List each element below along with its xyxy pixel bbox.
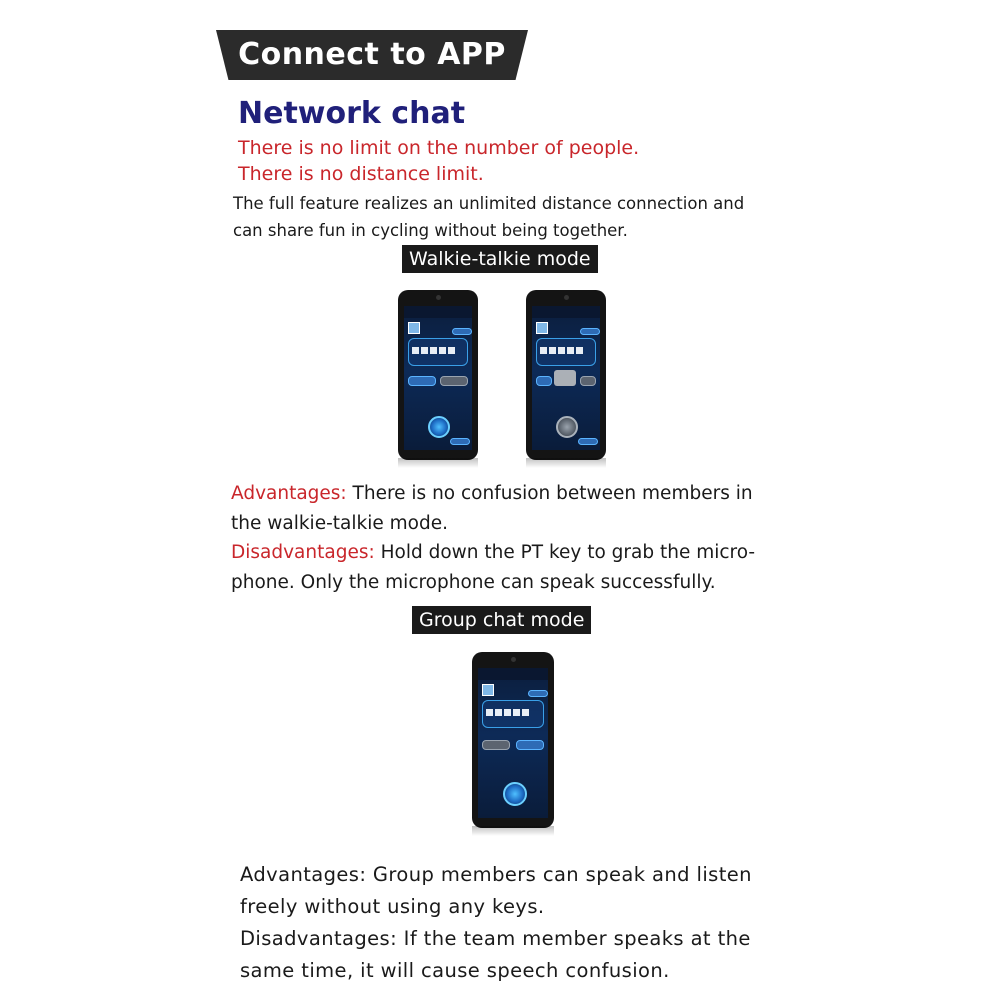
- app-mini-button: [528, 690, 548, 697]
- members-panel: [408, 338, 468, 366]
- advantages-label: Advantages:: [231, 483, 347, 504]
- phone-shadow: [472, 826, 554, 836]
- phone-group-chat-image: [472, 652, 554, 828]
- app-mini-button: [450, 438, 470, 445]
- group-disadvantages-line-2: same time, it will cause speech confusion.: [240, 959, 670, 982]
- app-mini-button: [452, 328, 472, 335]
- limit-people-text: There is no limit on the number of people.: [238, 137, 640, 159]
- camera-icon: [511, 657, 516, 662]
- group-chat-mode-label: Group chat mode: [412, 606, 591, 634]
- phone-shadow: [526, 458, 606, 468]
- app-mode-button: [536, 376, 552, 386]
- disadvantages-text: Hold down the PT key to grab the micro-: [374, 542, 756, 563]
- walkie-talkie-mode-label: Walkie-talkie mode: [402, 245, 598, 273]
- description-line: The full feature realizes an unlimited distance connection and: [233, 194, 745, 213]
- description-line: can share fun in cycling without being together.: [233, 221, 628, 240]
- limit-distance-text: There is no distance limit.: [238, 163, 484, 185]
- phone-walkie-idle-image: [398, 290, 478, 460]
- group-advantages-line-2: freely without using any keys.: [240, 895, 545, 918]
- app-mini-button: [578, 438, 598, 445]
- app-mode-button-alt: [482, 740, 510, 750]
- phone-screen: [532, 306, 600, 450]
- member-avatar-icon: [482, 684, 494, 696]
- group-disadvantages-line: Disadvantages: If the team member speaks at the: [240, 927, 751, 950]
- advantages-line-2: the walkie-talkie mode.: [231, 512, 448, 534]
- advantages-text: There is no confusion between members in: [346, 483, 753, 504]
- app-mini-button: [580, 328, 600, 335]
- app-header-bar: [404, 306, 472, 318]
- network-description: [233, 190, 793, 244]
- disadvantages-line: [231, 538, 755, 568]
- camera-icon: [436, 295, 441, 300]
- app-mode-button: [516, 740, 544, 750]
- group-advantages-line: Advantages: Group members can speak and listen: [240, 863, 752, 886]
- microphone-popup-icon: [554, 370, 576, 386]
- app-mode-button: [408, 376, 436, 386]
- members-panel: [536, 338, 596, 366]
- member-avatar-icon: [408, 322, 420, 334]
- disadvantages-line-2: phone. Only the microphone can speak successfully.: [231, 571, 716, 593]
- talk-button-pressed-icon: [556, 416, 578, 438]
- app-header-bar: [532, 306, 600, 318]
- page-title: Connect to APP: [238, 37, 506, 72]
- talk-button-icon: [428, 416, 450, 438]
- app-mode-button-alt: [580, 376, 596, 386]
- talk-button-icon: [503, 782, 527, 806]
- member-thumbnails: [540, 347, 583, 354]
- member-thumbnails: [412, 347, 455, 354]
- disadvantages-label: Disadvantages:: [231, 542, 375, 563]
- camera-icon: [564, 295, 569, 300]
- walkie-advantages: [231, 479, 755, 597]
- phone-walkie-talking-image: [526, 290, 606, 460]
- phone-screen: [478, 668, 548, 818]
- member-avatar-icon: [536, 322, 548, 334]
- phone-shadow: [398, 458, 478, 468]
- group-description: [240, 859, 752, 987]
- advantages-line: [231, 479, 755, 509]
- app-mode-button-alt: [440, 376, 468, 386]
- section-title: Network chat: [238, 96, 466, 131]
- app-header-bar: [478, 668, 548, 680]
- members-panel: [482, 700, 544, 728]
- phone-screen: [404, 306, 472, 450]
- member-thumbnails: [486, 709, 529, 716]
